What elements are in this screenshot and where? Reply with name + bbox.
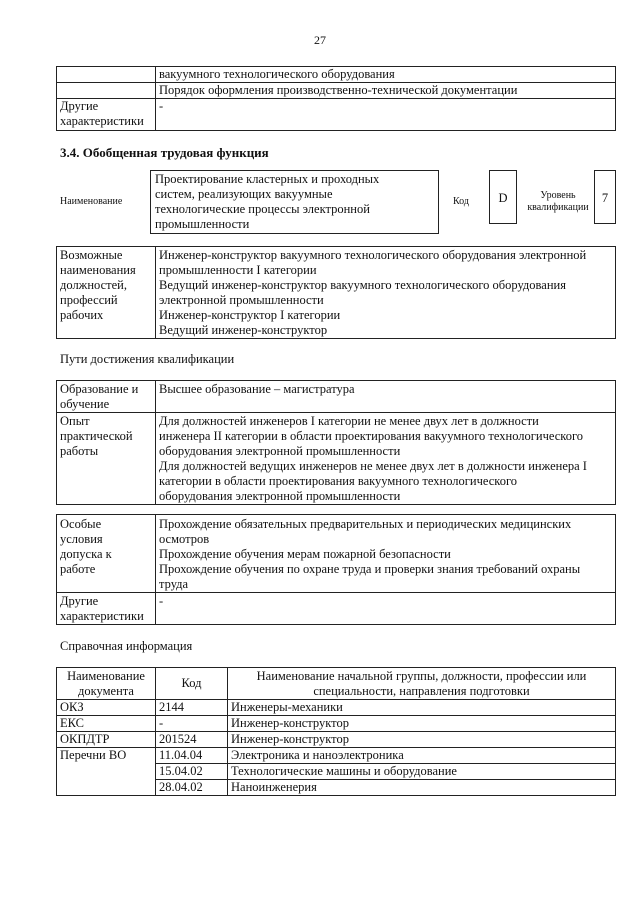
table-row: [57, 764, 616, 780]
admission-line: Прохождение обучения мерам пожарной безопасности: [159, 547, 451, 561]
top-table-label-cell: [57, 67, 156, 83]
position-line: Ведущий инженер-конструктор вакуумного технологического оборудования: [159, 278, 566, 292]
row-name: Наноинженерия: [228, 780, 616, 796]
admission-value: [156, 515, 616, 593]
admission-line: Прохождение обязательных предварительных и периодических медицинских: [159, 517, 572, 531]
position-line: электронной промышленности: [159, 293, 324, 307]
position-line: Инженер-конструктор I категории: [159, 308, 341, 322]
other-characteristics-label: Другие характеристики: [57, 593, 156, 625]
paths-title: Пути достижения квалификации: [60, 352, 235, 366]
experience-line: категории в области проектирования вакуумного технологического: [159, 474, 518, 488]
section-title: 3.4. Обобщенная трудовая функция: [60, 145, 269, 160]
row-code: 28.04.02: [156, 780, 228, 796]
function-name-line: систем, реализующих вакуумные: [155, 187, 333, 201]
position-line: Инженер-конструктор вакуумного технологического оборудования электронной: [159, 248, 587, 262]
experience-label: Опыт практической работы: [57, 413, 156, 505]
row-code: -: [156, 716, 228, 732]
experience-line: Для должностей инженеров I категории не менее двух лет в должности: [159, 414, 539, 428]
code-value-box: [489, 170, 517, 224]
positions-table: [56, 246, 616, 339]
top-table-value-cell: вакуумного технологического оборудования: [156, 67, 616, 83]
header-code: Код: [156, 668, 228, 700]
experience-line: Для должностей ведущих инженеров не менее двух лет в должности инженера I: [159, 459, 587, 473]
row-document: ОКЗ: [57, 700, 156, 716]
table-row: [57, 700, 616, 716]
positions-value: [156, 247, 616, 339]
row-code: 201524: [156, 732, 228, 748]
qualification-paths-table: [56, 380, 616, 505]
other-characteristics-label: Другие характеристики: [57, 99, 156, 131]
experience-line: оборудования электронной промышленности: [159, 444, 401, 458]
row-name: Инженеры-механики: [228, 700, 616, 716]
function-name-line: Проектирование кластерных и проходных: [155, 172, 380, 186]
top-table-value-cell: Порядок оформления производственно-технической документации: [156, 83, 616, 99]
experience-line: инженера II категории в области проектирования вакуумного технологического: [159, 429, 584, 443]
header-name: Наименование начальной группы, должности, профессии или специальности, направления подготовки: [228, 668, 616, 700]
position-line: промышленности I категории: [159, 263, 317, 277]
table-row: [57, 748, 616, 764]
experience-value: [156, 413, 616, 505]
admission-line: осмотров: [159, 532, 210, 546]
education-label: Образование и обучение: [57, 381, 156, 413]
row-name: Инженер-конструктор: [228, 732, 616, 748]
reference-table: [56, 667, 616, 796]
row-document: [57, 780, 156, 796]
admission-line: труда: [159, 577, 189, 591]
reference-title: Справочная информация: [60, 639, 193, 653]
row-document: ОКПДТР: [57, 732, 156, 748]
row-code: 11.04.04: [156, 748, 228, 764]
top-table-label-cell: [57, 83, 156, 99]
row-document: Перечни ВО: [57, 748, 156, 764]
row-name: Инженер-конструктор: [228, 716, 616, 732]
level-label: Уровень квалификации: [527, 190, 589, 213]
top-characteristics-table: [56, 66, 616, 131]
table-row: [57, 732, 616, 748]
experience-line: оборудования электронной промышленности: [159, 489, 401, 503]
admission-line: Прохождение обучения по охране труда и проверки знания требований охраны: [159, 562, 581, 576]
row-document: ЕКС: [57, 716, 156, 732]
admission-table: [56, 514, 616, 625]
code-label: Код: [453, 196, 469, 207]
function-name-line: промышленности: [155, 217, 250, 231]
function-name-label: Наименование: [60, 196, 123, 207]
admission-label: Особые условия допуска к работе: [57, 515, 156, 593]
education-value: Высшее образование – магистратура: [156, 381, 616, 413]
table-row: [57, 780, 616, 796]
row-code: 15.04.02: [156, 764, 228, 780]
header-document: Наименование документа: [57, 668, 156, 700]
row-code: 2144: [156, 700, 228, 716]
row-name: Электроника и наноэлектроника: [228, 748, 616, 764]
function-name-box: [150, 170, 439, 234]
row-name: Технологические машины и оборудование: [228, 764, 616, 780]
other-characteristics-value: -: [156, 593, 616, 625]
other-characteristics-value: -: [156, 99, 616, 131]
table-row: [57, 716, 616, 732]
level-value-box: [594, 170, 616, 224]
code-value: D: [498, 191, 508, 205]
function-name-line: технологические процессы электронной: [155, 202, 370, 216]
positions-label: Возможные наименования должностей, профессий рабочих: [57, 247, 156, 339]
position-line: Ведущий инженер-конструктор: [159, 323, 328, 337]
row-document: [57, 764, 156, 780]
level-value: 7: [601, 191, 609, 205]
page-number: 27: [314, 33, 326, 47]
